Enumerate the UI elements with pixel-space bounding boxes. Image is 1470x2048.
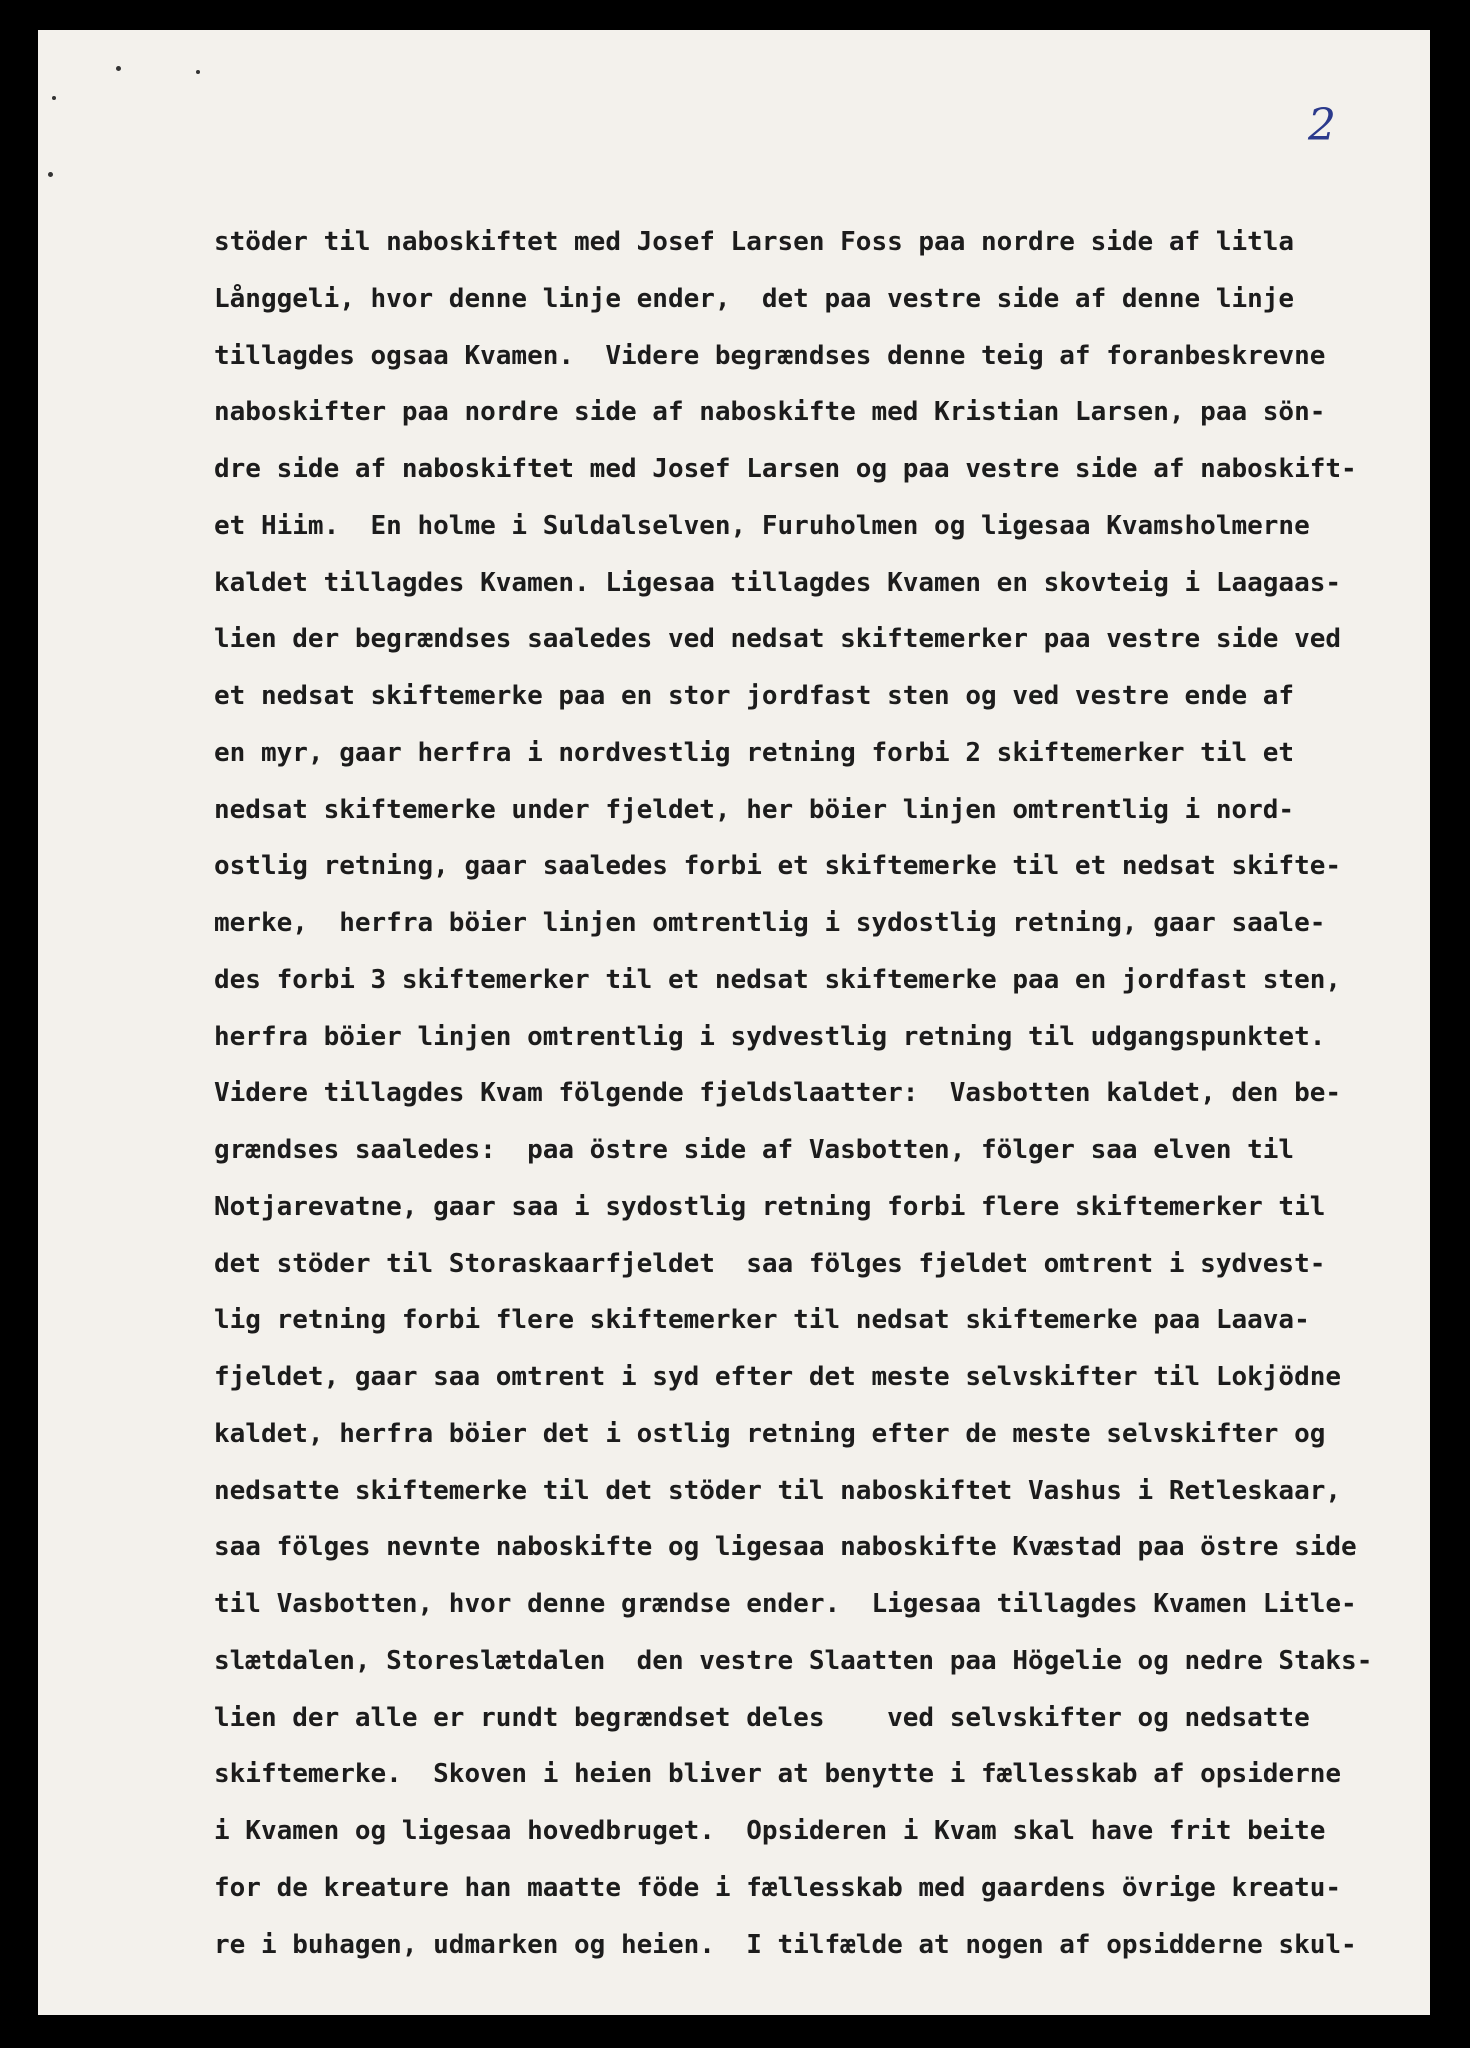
text-line: et nedsat skiftemerke paa en stor jordfast sten og ved vestre ende af: [214, 681, 1295, 711]
text-line: Långgeli, hvor denne linje ender, det paa vestre side af denne linje: [214, 283, 1295, 314]
text-line: naboskifter paa nordre side af naboskifte med Kristian Larsen, paa sön-: [214, 397, 1326, 428]
text-line: for de kreature han maatte föde i fællesskab med gaardens övrige kreatu-: [214, 1872, 1342, 1903]
text-line: merke, herfra böier linjen omtrentlig i sydostlig retning, gaar saale-: [214, 908, 1326, 938]
text-line: lien der begrændses saaledes ved nedsat skiftemerker paa vestre side ved: [214, 624, 1342, 655]
text-line: ostlig retning, gaar saaledes forbi et skiftemerke til et nedsat skifte-: [214, 851, 1342, 882]
text-line: skiftemerke. Skoven i heien bliver at benytte i fællesskab af opsiderne: [214, 1759, 1342, 1790]
text-line: Notjarevatne, gaar saa i sydostlig retning forbi flere skiftemerker til: [214, 1191, 1326, 1222]
text-line: det stöder til Storaskaarfjeldet saa fölges fjeldet omtrent i sydvest-: [214, 1248, 1326, 1279]
text-line: en myr, gaar herfra i nordvestlig retning forbi 2 skiftemerker til et: [214, 737, 1295, 768]
margin-speck: [48, 172, 53, 177]
margin-speck: [52, 96, 56, 100]
text-line: tillagdes ogsaa Kvamen. Videre begrændses denne teig af foranbeskrevne: [214, 340, 1326, 371]
text-line: re i buhagen, udmarken og heien. I tilfælde at nogen af opsidderne skul-: [214, 1929, 1357, 1960]
text-line: i Kvamen og ligesaa hovedbruget. Opsideren i Kvam skal have frit beite: [214, 1816, 1326, 1846]
text-line: grændses saaledes: paa östre side af Vasbotten, fölger saa elven til: [214, 1135, 1295, 1165]
margin-speck: [116, 66, 121, 71]
text-line: et Hiim. En holme i Suldalselven, Furuholmen og ligesaa Kvamsholmerne: [214, 510, 1310, 541]
text-line: kaldet tillagdes Kvamen. Ligesaa tillagdes Kvamen en skovteig i Laagaas-: [214, 567, 1342, 598]
text-line: kaldet, herfra böier det i ostlig retning efter de meste selvskifter og: [214, 1418, 1326, 1449]
text-line: lien der alle er rundt begrændset deles ved selvskifter og nedsatte: [214, 1702, 1310, 1733]
text-line: nedsat skiftemerke under fjeldet, her böier linjen omtrentlig i nord-: [214, 794, 1295, 825]
text-line: des forbi 3 skiftemerker til et nedsat skiftemerke paa en jordfast sten,: [214, 964, 1342, 995]
text-line: stöder til naboskiftet med Josef Larsen Foss paa nordre side af litla: [214, 227, 1295, 257]
text-line: til Vasbotten, hvor denne grændse ender. Ligesaa tillagdes Kvamen Litle-: [214, 1589, 1357, 1619]
text-line: dre side af naboskiftet med Josef Larsen og paa vestre side af naboskift-: [214, 454, 1357, 484]
text-line: fjeldet, gaar saa omtrent i syd efter det meste selvskifter til Lokjödne: [214, 1362, 1342, 1392]
text-line: saa fölges nevnte naboskifte og ligesaa naboskifte Kvæstad paa östre side: [214, 1532, 1357, 1563]
text-line: herfra böier linjen omtrentlig i sydvestlig retning til udgangspunktet.: [214, 1021, 1326, 1052]
margin-speck: [196, 70, 200, 74]
document-page: [38, 30, 1430, 2015]
body-text: [214, 214, 1470, 1973]
text-line: Videre tillagdes Kvam fölgende fjeldslaatter: Vasbotten kaldet, den be-: [214, 1078, 1342, 1109]
page-number: 2: [1308, 100, 1336, 151]
text-line: lig retning forbi flere skiftemerker til nedsat skiftemerke paa Laava-: [214, 1305, 1310, 1336]
text-line: nedsatte skiftemerke til det stöder til naboskiftet Vashus i Retleskaar,: [214, 1475, 1342, 1506]
text-line: slætdalen, Storeslætdalen den vestre Slaatten paa Högelie og nedre Staks-: [214, 1645, 1373, 1676]
